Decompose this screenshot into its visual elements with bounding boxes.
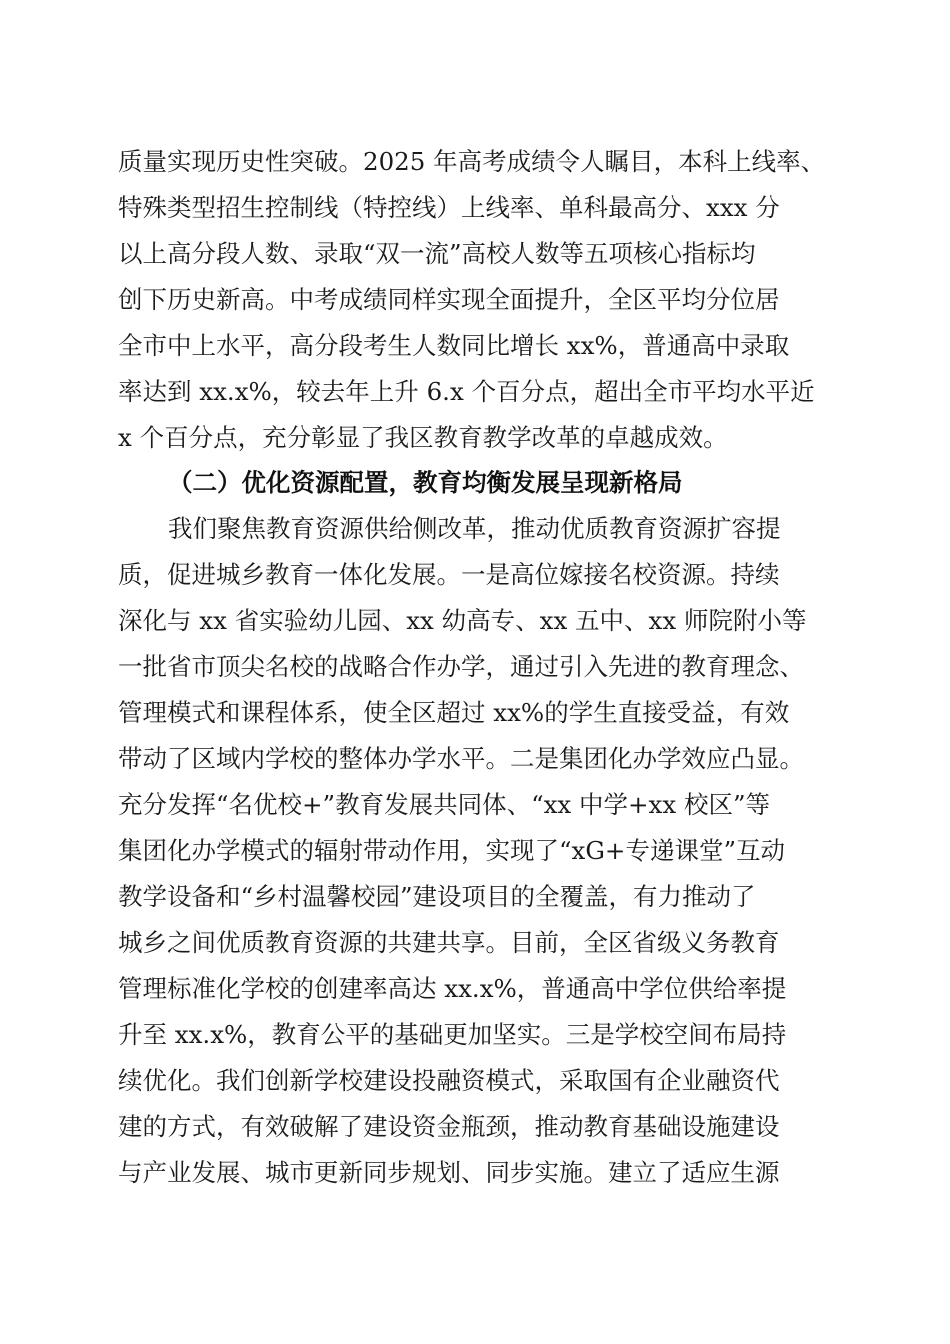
- text-line: 建的方式，有效破解了建设资金瓶颈，推动教育基础设施建设: [118, 1112, 780, 1141]
- text-line: 充分发挥“名优校+”教育发展共同体、“xx 中学+xx 校区”等: [118, 790, 770, 819]
- text-line: 我们聚焦教育资源供给侧改革，推动优质教育资源扩容提: [168, 514, 781, 543]
- text-line: 教学设备和“乡村温馨校园”建设项目的全覆盖，有力推动了: [118, 882, 756, 911]
- text-line: 特殊类型招生控制线（特控线）上线率、单科最高分、xxx 分: [118, 193, 780, 222]
- text-line: 集团化办学模式的辐射带动作用，实现了“xG+专递课堂”互动: [118, 836, 785, 865]
- text-line: 率达到 xx.x%，较去年上升 6.x 个百分点，超出全市平均水平近: [118, 377, 815, 406]
- text-line: 管理标准化学校的创建率高达 xx.x%，普通高中学位供给率提: [118, 974, 787, 1003]
- text-line: 城乡之间优质教育资源的共建共享。目前，全区省级义务教育: [118, 928, 780, 957]
- text-line: 创下历史新高。中考成绩同样实现全面提升，全区平均分位居: [118, 285, 780, 314]
- text-line: 深化与 xx 省实验幼儿园、xx 幼高专、xx 五中、xx 师院附小等: [118, 606, 807, 635]
- section-heading: （二）优化资源配置，教育均衡发展呈现新格局: [168, 468, 683, 497]
- text-line: 一批省市顶尖名校的战略合作办学，通过引入先进的教育理念、: [118, 652, 804, 681]
- text-line: 管理模式和课程体系，使全区超过 xx%的学生直接受益，有效: [118, 698, 790, 727]
- text-line: 升至 xx.x%，教育公平的基础更加坚实。三是学校空间布局持: [118, 1020, 787, 1049]
- text-line: 质量实现历史性突破。2025 年高考成绩令人瞩目，本科上线率、: [118, 147, 826, 176]
- text-line: x 个百分点，充分彰显了我区教育教学改革的卓越成效。: [118, 423, 728, 452]
- text-line: 以上高分段人数、录取“双一流”高校人数等五项核心指标均: [118, 239, 756, 268]
- text-line: 全市中上水平，高分段考生人数同比增长 xx%，普通高中录取: [118, 331, 790, 360]
- text-line: 续优化。我们创新学校建设投融资模式，采取国有企业融资代: [118, 1066, 780, 1095]
- text-line: 质，促进城乡教育一体化发展。一是高位嫁接名校资源。持续: [118, 560, 780, 589]
- text-line: 与产业发展、城市更新同步规划、同步实施。建立了适应生源: [118, 1158, 780, 1187]
- text-line: 带动了区域内学校的整体办学水平。二是集团化办学效应凸显。: [118, 744, 804, 773]
